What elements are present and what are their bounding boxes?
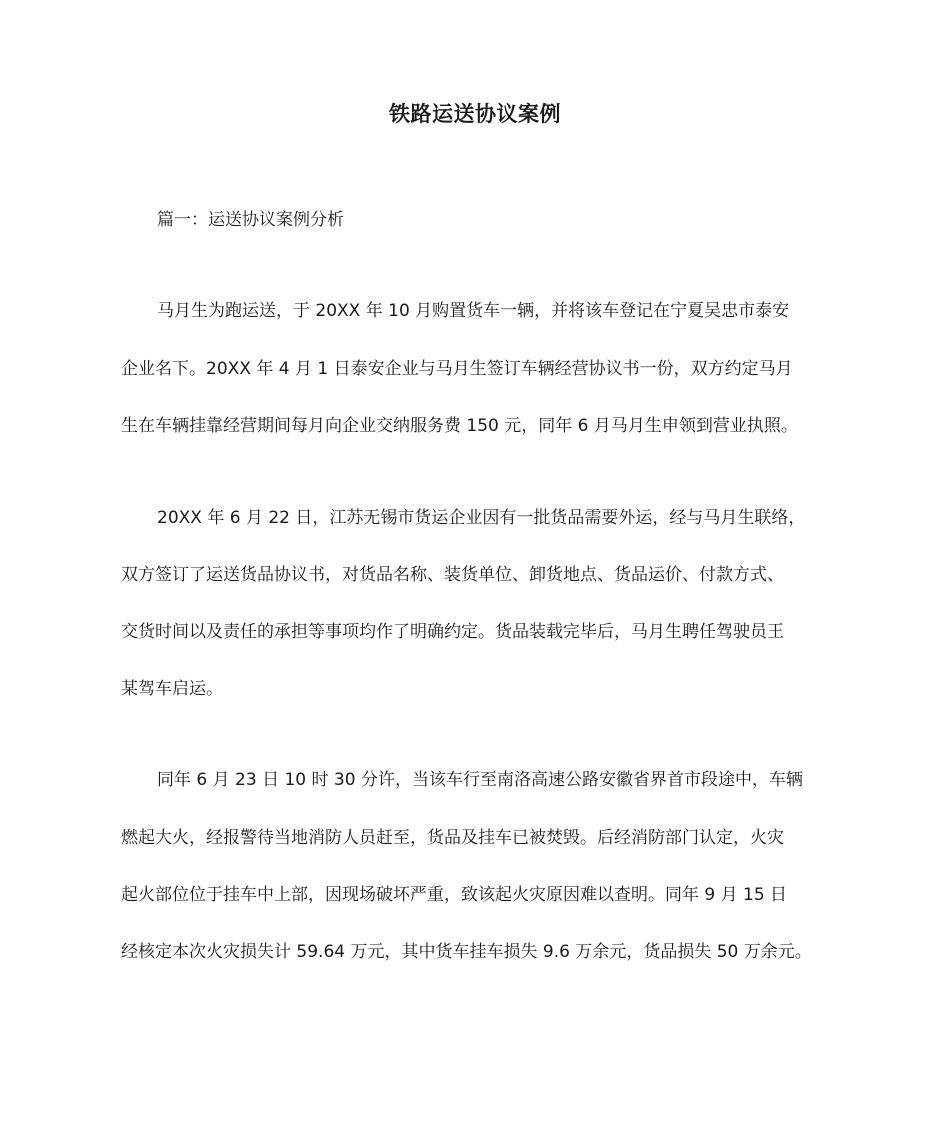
paragraph-line: 生在车辆挂靠经营期间每月向企业交纳服务费 150 元，同年 6 月马月生申领到营业执照。 — [121, 416, 798, 436]
paragraph-line: 企业名下。20XX 年 4 月 1 日泰安企业与马月生签订车辆经营协议书一份，双方约定马月 — [121, 359, 793, 379]
paragraph-line: 经核定本次火灾损失计 59.64 万元，其中货车挂车损失 9.6 万余元，货品损失 50 万余元。 — [121, 942, 812, 962]
paragraph-line: 同年 6 月 23 日 10 时 30 分许，当该车行至南洛高速公路安徽省界首市段途中，车辆 — [157, 770, 803, 790]
document-title: 铁路运送协议案例 — [389, 102, 561, 126]
paragraph-line: 燃起大火，经报警待当地消防人员赶至，货品及挂车已被焚毁。后经消防部门认定，火灾 — [121, 828, 784, 848]
paragraph-line: 某驾车启运。 — [121, 679, 223, 699]
paragraph-line: 起火部位位于挂车中上部，因现场破坏严重，致该起火灾原因难以查明。同年 9 月 15 日 — [121, 885, 788, 905]
paragraph-line: 20XX 年 6 月 22 日，江苏无锡市货运企业因有一批货品需要外运，经与马月生联络， — [157, 508, 806, 528]
paragraph-line: 交货时间以及责任的承担等事项均作了明确约定。货品装载完毕后，马月生聘任驾驶员王 — [121, 622, 784, 642]
paragraph-line: 马月生为跑运送，于 20XX 年 10 月购置货车一辆，并将该车登记在宁夏吴忠市泰安 — [157, 301, 790, 321]
section-heading: 篇一：运送协议案例分析 — [157, 210, 344, 230]
paragraph-line: 双方签订了运送货品协议书，对货品名称、装货单位、卸货地点、货品运价、付款方式、 — [121, 565, 784, 585]
